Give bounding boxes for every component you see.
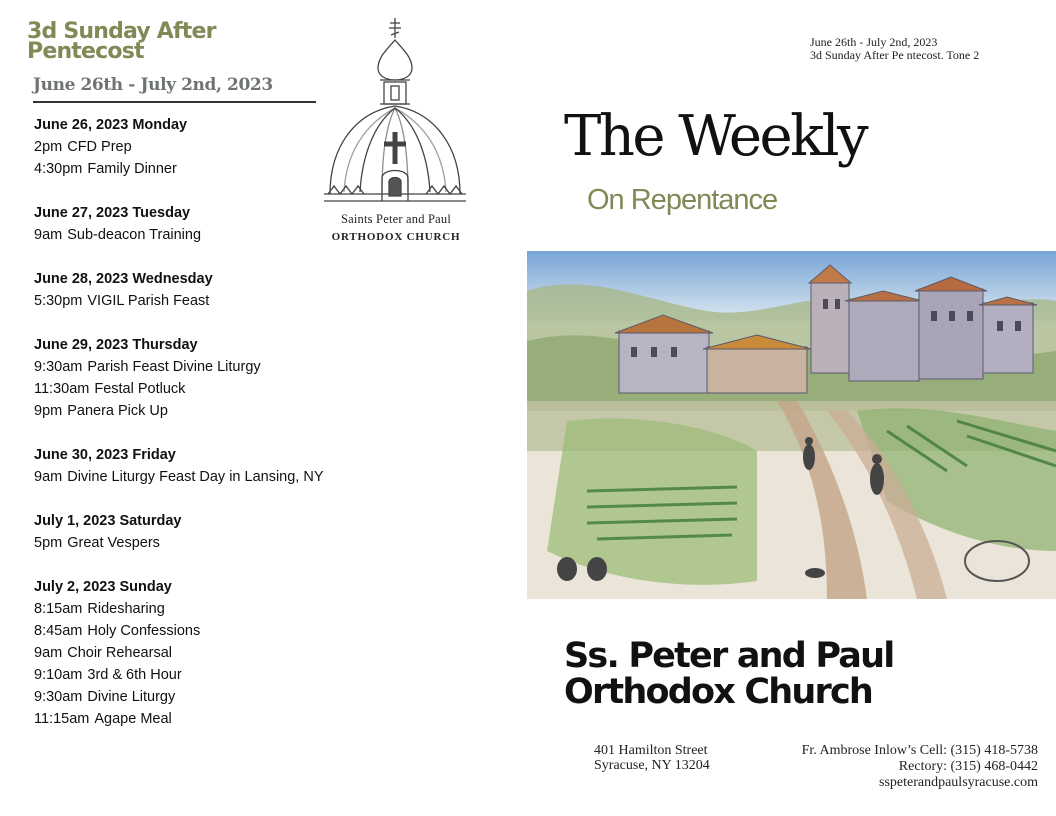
rectory-phone: Rectory: (315) 468-0442 <box>898 759 1038 774</box>
sunday-title: 3d Sunday After Pentecost <box>27 19 216 64</box>
priest-cell-phone: Fr. Ambrose Inlow’s Cell: (315) 418-5738 <box>801 743 1038 758</box>
schedule-day <box>34 334 374 422</box>
church-name-line1: Ss. Peter and Paul <box>564 636 894 676</box>
schedule-event <box>34 290 374 312</box>
event-name: VIGIL Parish Feast <box>87 293 210 309</box>
event-name: Family Dinner <box>87 161 177 177</box>
schedule-day <box>34 268 374 312</box>
event-time: 9:10am <box>34 667 83 683</box>
date-range: June 26th - July 2nd, 2023 <box>33 75 273 95</box>
schedule-event <box>34 642 374 664</box>
event-name: Sub-deacon Training <box>67 227 202 243</box>
schedule-day <box>34 444 374 488</box>
event-time: 11:30am <box>34 381 90 397</box>
event-name: Choir Rehearsal <box>67 645 172 661</box>
event-name: Panera Pick Up <box>67 403 168 419</box>
masthead-subtitle: On Repentance <box>587 184 778 216</box>
event-time: 5pm <box>34 535 63 551</box>
schedule-event <box>34 466 374 488</box>
monastery-watercolor-image <box>527 251 1056 599</box>
event-time: 9pm <box>34 403 63 419</box>
schedule-event <box>34 598 374 620</box>
church-name <box>564 638 893 710</box>
header-dates: June 26th - July 2nd, 2023 <box>810 35 938 49</box>
event-name: Festal Potluck <box>94 381 186 397</box>
event-name: Holy Confessions <box>87 623 201 639</box>
event-time: 11:15am <box>34 711 90 727</box>
event-name: 3rd & 6th Hour <box>87 667 182 683</box>
schedule-event <box>34 620 374 642</box>
schedule-day-heading: July 1, 2023 Saturday <box>34 513 182 529</box>
event-time: 9am <box>34 645 63 661</box>
event-time: 2pm <box>34 139 63 155</box>
schedule-day-heading: June 27, 2023 Tuesday <box>34 205 191 221</box>
schedule-day <box>34 576 374 730</box>
logo-church-name: Saints Peter and Paul <box>340 212 452 226</box>
schedule-event <box>34 378 374 400</box>
address-city: Syracuse, NY 13204 <box>594 758 710 773</box>
schedule-event <box>34 664 374 686</box>
event-name: Agape Meal <box>94 711 172 727</box>
logo-church-subtitle: ORTHODOX CHURCH <box>331 231 461 243</box>
schedule-day-heading: June 29, 2023 Thursday <box>34 337 198 353</box>
website-link[interactable]: sspeterandpaulsyracuse.com <box>879 775 1038 790</box>
event-name: Great Vespers <box>67 535 160 551</box>
schedule-event <box>34 708 374 730</box>
event-name: CFD Prep <box>67 139 132 155</box>
event-name: Parish Feast Divine Liturgy <box>87 359 261 375</box>
masthead-title: The Weekly <box>564 104 867 169</box>
address-street: 401 Hamilton Street <box>594 743 708 758</box>
schedule-event <box>34 400 374 422</box>
event-name: Ridesharing <box>87 601 165 617</box>
schedule-day-heading: June 28, 2023 Wednesday <box>34 271 213 287</box>
schedule-day-heading: June 30, 2023 Friday <box>34 447 176 463</box>
church-address <box>594 743 710 773</box>
header-sunday: 3d Sunday After Pe ntecost. Tone 2 <box>810 48 980 62</box>
schedule-day-heading: June 26, 2023 Monday <box>34 117 188 133</box>
event-time: 9am <box>34 469 63 485</box>
event-time: 8:15am <box>34 601 83 617</box>
event-time: 9am <box>34 227 63 243</box>
schedule-day <box>34 510 374 554</box>
contact-info <box>802 743 1038 791</box>
event-name: Divine Liturgy <box>87 689 176 705</box>
event-time: 9:30am <box>34 689 83 705</box>
schedule-day-heading: July 2, 2023 Sunday <box>34 579 172 595</box>
event-name: Divine Liturgy Feast Day in Lansing, NY <box>67 469 324 485</box>
title-divider <box>33 101 316 103</box>
header-info <box>810 36 979 62</box>
schedule-event <box>34 356 374 378</box>
event-time: 4:30pm <box>34 161 83 177</box>
schedule-event <box>34 532 374 554</box>
event-time: 9:30am <box>34 359 83 375</box>
event-time: 8:45am <box>34 623 83 639</box>
schedule-event <box>34 686 374 708</box>
event-time: 5:30pm <box>34 293 83 309</box>
church-name-line2: Orthodox Church <box>564 672 873 712</box>
